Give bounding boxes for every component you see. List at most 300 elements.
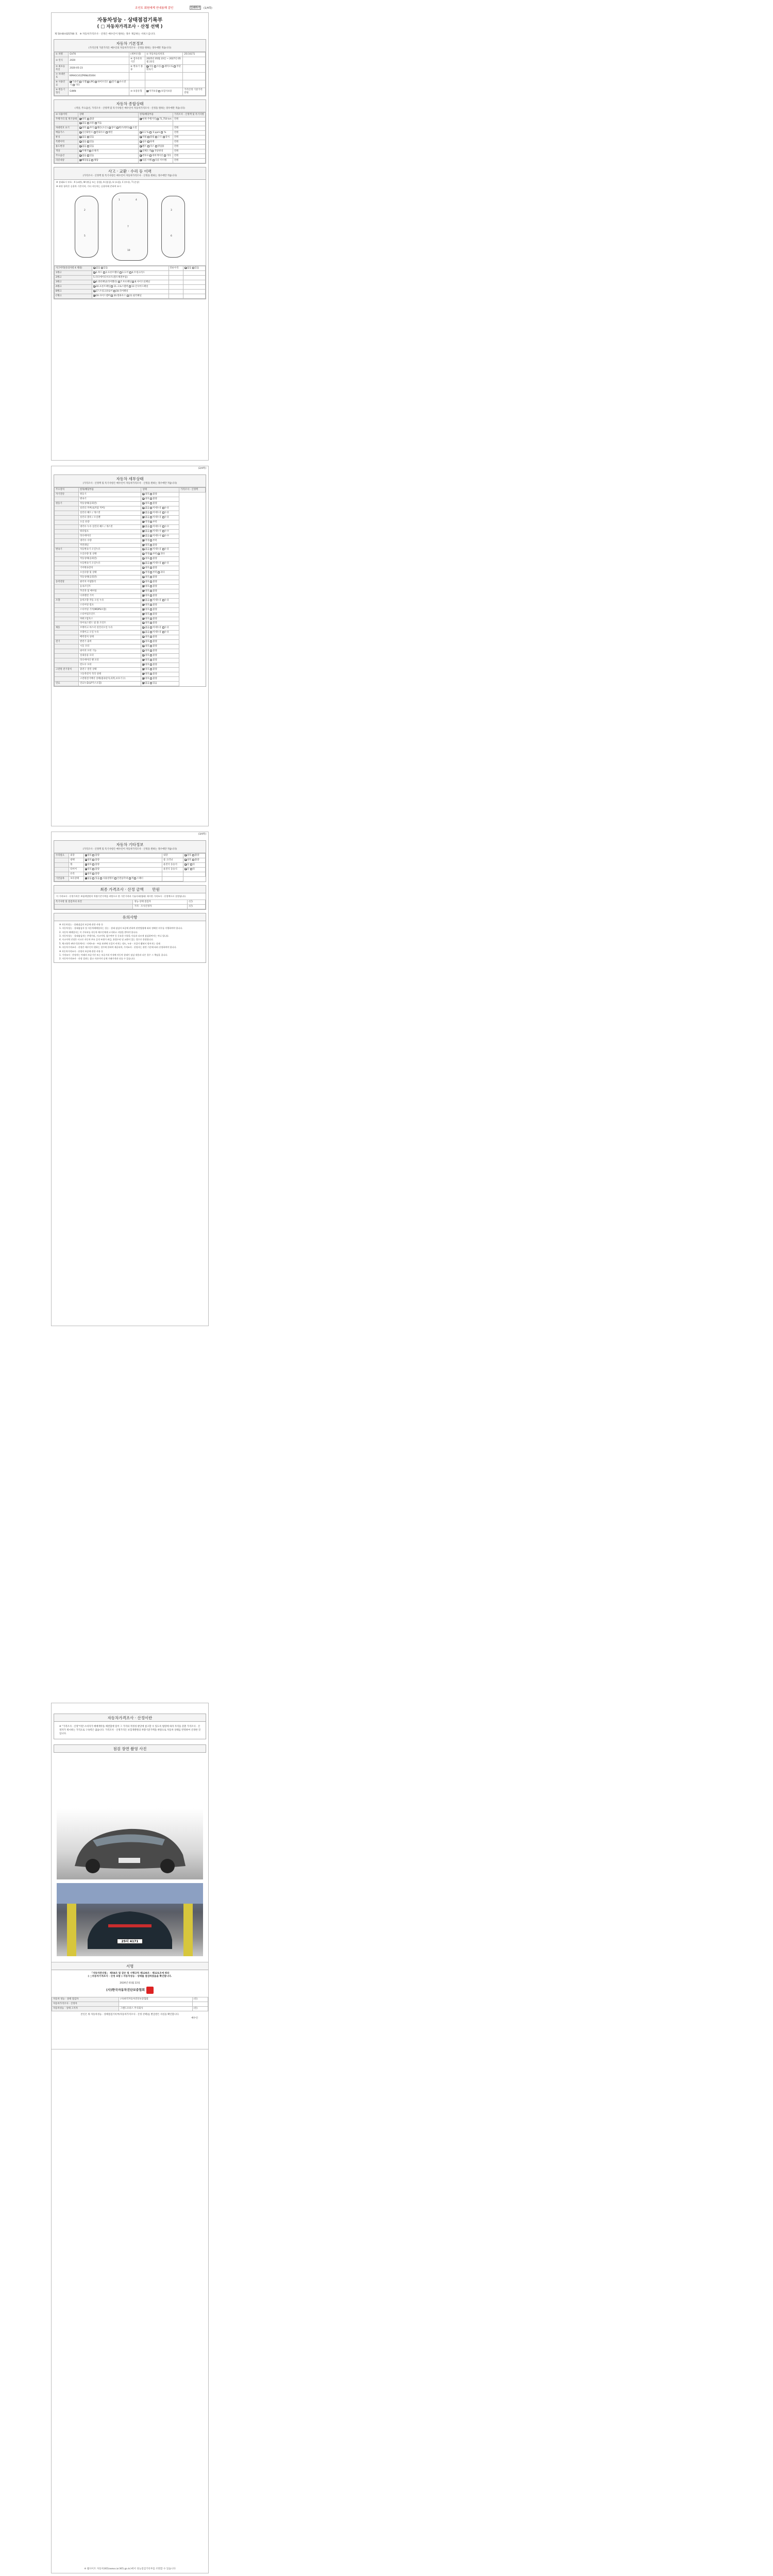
- table-row: [55, 126, 206, 131]
- table-cell: B랭크: [55, 290, 92, 294]
- table-row: [52, 2002, 208, 2006]
- page-3: [51, 832, 209, 1326]
- table-row: [55, 617, 206, 621]
- checkbox-icon: [162, 548, 164, 550]
- checkbox-icon: [150, 604, 152, 606]
- checkbox-icon: [87, 141, 89, 143]
- table-cell: 연료누출(LP가스포함): [79, 681, 141, 686]
- table-cell: [183, 276, 205, 280]
- table-cell: [169, 271, 183, 276]
- price-explain-section: [54, 1714, 206, 1739]
- table-cell: 양호 불량: [141, 654, 179, 658]
- checkbox-icon: [87, 122, 89, 124]
- table-cell: 만원: [173, 126, 205, 131]
- table-cell: ⑦ 차대번호: [55, 72, 69, 80]
- table-cell: 자동차가격조사 · 산정자: [52, 2002, 119, 2006]
- checkbox-icon: [149, 155, 152, 157]
- car-outline-right: [161, 196, 185, 258]
- checkbox-icon: [150, 521, 152, 523]
- checkbox-icon: [150, 650, 152, 652]
- table-row: [55, 515, 206, 520]
- table-cell: 양호 불량: [83, 872, 162, 877]
- table-cell: 만원: [173, 145, 205, 149]
- table-row: [55, 88, 206, 95]
- checkbox-icon: [116, 127, 119, 129]
- table-cell: 만원: [173, 158, 205, 163]
- table-cell: 동력전달: [55, 580, 79, 585]
- table-cell: ① 차명: [55, 53, 69, 57]
- caution-section: [54, 913, 206, 963]
- final-price-title: 최종 가격조사 · 산정 금액: [100, 887, 144, 892]
- checkbox-icon: [140, 159, 142, 161]
- checkbox-icon: [142, 498, 144, 500]
- table-cell: 와이퍼 모터 기능: [79, 649, 141, 654]
- seal-stamp-icon: [146, 1987, 154, 1994]
- receipt-confirm: 본인은 위 자동차성능 · 상태점검기록부(자동차가격조사 · 산정 선택)를 발급받은 사실을 확인합니다.: [80, 2013, 179, 2016]
- checkbox-icon: [150, 539, 152, 541]
- license-plate: 25더 4171: [117, 1939, 143, 1944]
- checkbox-icon: [150, 581, 152, 583]
- table-cell: 스티어링 펌프: [79, 603, 141, 607]
- table-cell: 앞 뒤: [183, 868, 206, 872]
- table-cell: 적법 불법 구조 장치: [139, 135, 173, 140]
- table-cell: 작동상태(공회전): [79, 557, 141, 562]
- checkbox-icon: [87, 155, 89, 157]
- table-cell: 없음 있음: [78, 145, 139, 149]
- checkbox-icon: [142, 682, 144, 684]
- table-row: [55, 626, 206, 631]
- table-cell: [139, 122, 173, 126]
- table-cell: 자기진단: [55, 493, 79, 497]
- checkbox-icon: [92, 854, 94, 856]
- table-row: [55, 672, 206, 676]
- checkbox-icon: [79, 131, 81, 133]
- table-row: [55, 872, 206, 877]
- table-cell: [162, 876, 183, 881]
- column-header: 상태: [78, 112, 139, 117]
- checkbox-icon: [150, 599, 152, 601]
- document-note: ※ 자동차가격조사 · 산정은 매수인이 원하는 경우 제공하는 서비스입니다.: [79, 32, 156, 36]
- table-cell: 외장: [69, 854, 83, 858]
- table-cell: 3랭크: [55, 280, 92, 285]
- checkbox-icon: [142, 608, 144, 611]
- checkbox-icon: [140, 131, 142, 133]
- table-cell: 일산화탄소 탄화수소 매연: [78, 131, 139, 135]
- table-cell: 자동차성능 · 상태 고지자: [52, 2006, 119, 2011]
- table-cell: 시동 모터: [79, 645, 141, 649]
- table-cell: 가솔린 디젤 LPG 하이브리드 전기 수소전기 기타: [69, 80, 129, 88]
- table-cell: 2020-05-23: [69, 65, 129, 73]
- table-cell: [169, 285, 183, 290]
- table-cell: 등속조인트: [79, 584, 141, 589]
- checkbox-icon: [85, 868, 87, 870]
- table-cell: ⑧ 사용연료: [55, 80, 69, 88]
- table-cell: 구동축전지 격리 상태: [79, 672, 141, 676]
- table-cell: 양호 불량: [83, 863, 162, 868]
- overall-status-section: [54, 99, 206, 164]
- table-cell: [119, 2002, 192, 2006]
- sign-org: (사)한국자동차진단보증협회: [52, 1985, 208, 1994]
- table-row: [55, 876, 206, 881]
- table-cell: ③ 연식: [55, 57, 69, 65]
- checkbox-icon: [79, 122, 81, 124]
- table-row: [55, 57, 206, 65]
- checkbox-icon: [150, 677, 152, 680]
- table-cell: 디퍼렌셜 기어: [79, 594, 141, 598]
- checkbox-icon: [117, 81, 119, 83]
- footer-note: ※ 웹사이트 자동차365(www.car365.go.kr)에서 성능점검기록부를 조회할 수 있습니다: [84, 2568, 176, 2570]
- table-cell: 없음 있음: [92, 266, 169, 271]
- checkbox-icon: [192, 854, 194, 856]
- table-row: [55, 868, 206, 872]
- checkbox-icon: [150, 502, 152, 504]
- checkbox-icon: [152, 150, 154, 152]
- table-cell: 만원: [173, 154, 205, 159]
- checkbox-icon: [162, 599, 164, 601]
- table-cell: GV70: [69, 53, 129, 57]
- checkbox-icon: [162, 535, 164, 537]
- checkbox-icon: [87, 145, 89, 147]
- checkbox-icon: [153, 159, 155, 161]
- table-cell: 없음 있음: [183, 266, 205, 271]
- table-cell: 기본품목: [55, 876, 69, 881]
- checkbox-icon: [79, 127, 81, 129]
- checkbox-icon: [142, 512, 144, 514]
- checkbox-icon: [100, 877, 102, 879]
- table-cell: 양호 불량: [83, 868, 162, 872]
- table-cell: 자동 수동 세미오토 무단변속기: [145, 65, 183, 73]
- table-cell: [145, 72, 183, 80]
- checkbox-icon: [92, 863, 94, 866]
- checkbox-icon: [142, 502, 144, 504]
- column-header: 주요장치: [55, 488, 79, 493]
- table-cell: 6.쿼터패널(리어휀더) 7.루프패널 8.사이드실패널: [92, 280, 169, 285]
- table-cell: [129, 72, 145, 80]
- checkbox-icon: [142, 557, 144, 560]
- checkbox-icon: [140, 145, 142, 147]
- checkbox-icon: [184, 863, 187, 866]
- table-row: [55, 612, 206, 617]
- checkbox-icon: [163, 136, 165, 138]
- basic-info-table: [54, 52, 206, 95]
- table-cell: 운전석 동승석: [162, 868, 183, 872]
- checkbox-icon: [158, 90, 160, 92]
- table-cell: 배출가스: [55, 131, 78, 135]
- table-cell: [55, 654, 79, 658]
- table-row: [55, 900, 206, 904]
- checkbox-icon: [162, 512, 164, 514]
- column-header: 상태: [141, 488, 179, 493]
- checkbox-icon: [142, 604, 144, 606]
- checkbox-icon: [150, 557, 152, 560]
- checkbox-icon: [85, 859, 87, 861]
- checkbox-icon: [150, 682, 152, 684]
- checkbox-icon: [142, 599, 144, 601]
- detail-status-table: [54, 487, 206, 686]
- checkbox-icon: [184, 859, 187, 861]
- checkbox-icon: [142, 613, 144, 615]
- checkbox-icon: [140, 136, 142, 138]
- table-cell: 19.사이드멤버 20.휠하우스 21.필러패널: [92, 294, 169, 298]
- checkbox-icon: [142, 645, 144, 647]
- detail-status-section: [54, 474, 206, 686]
- table-cell: 오일 유량: [79, 520, 141, 524]
- table-cell: [183, 294, 205, 298]
- table-cell: [55, 511, 79, 515]
- table-cell: 클러치 어셈블리: [79, 580, 141, 585]
- table-row: [55, 266, 206, 271]
- table-row: [55, 904, 206, 909]
- checkbox-icon: [95, 127, 97, 129]
- checkbox-icon: [140, 155, 142, 157]
- column-header: 가격조사 · 산정액: [179, 488, 206, 493]
- checkbox-icon: [142, 526, 144, 528]
- inspection-photo-rear: [57, 1883, 203, 1956]
- column-header: 항목/해당부품: [139, 112, 173, 117]
- table-row: [55, 506, 206, 511]
- table-cell: [55, 672, 79, 676]
- checkbox-icon: [142, 636, 144, 638]
- checkbox-icon: [146, 90, 148, 92]
- table-cell: [192, 2002, 208, 2006]
- table-cell: 주행거리 및 계기상태: [55, 117, 78, 122]
- table-cell: 실린더 커버(로커암 커버): [79, 506, 141, 511]
- table-cell: 썬루프 네비게이션 기타: [139, 154, 173, 159]
- section-subtitle: (가격조사 · 산정액 및 특기사항은 매수인이 자동차가격조사 · 산정을 원하는 경우에만 적습니다): [54, 175, 206, 180]
- table-row: [55, 562, 206, 566]
- checkbox-icon: [184, 267, 187, 269]
- table-cell: [145, 80, 183, 88]
- receiver-label: 매수인: [191, 2017, 198, 2020]
- checkbox-icon: [150, 535, 152, 537]
- checkbox-icon: [142, 530, 144, 532]
- table-row: [55, 681, 206, 686]
- table-cell: 변속기: [79, 497, 141, 502]
- document-number: 제 50-00-025700 호: [55, 32, 78, 36]
- table-cell: 브레이크 오일 누유: [79, 631, 141, 635]
- table-cell: 없음 미세누유 누유: [141, 598, 179, 603]
- table-cell: [55, 863, 69, 868]
- table-cell: 양호 불량: [141, 612, 179, 617]
- table-row: [52, 1997, 208, 2002]
- table-row: [55, 149, 206, 154]
- table-cell: 만원: [173, 117, 205, 122]
- table-cell: 없음 있음: [141, 681, 179, 686]
- checkbox-icon: [140, 150, 142, 152]
- table-cell: A랭크: [55, 285, 92, 290]
- table-cell: 배력장치 상태: [79, 635, 141, 640]
- table-cell: 렌트 리스 영업용: [139, 145, 173, 149]
- caution-list: [59, 923, 200, 961]
- section-subtitle: (가격산정 가준가격은 매수인의 자동차가격조사 · 산정을 원하는 경우에만 적습니다): [54, 47, 206, 52]
- table-cell: 0.1 % 0 ppm %: [139, 131, 173, 135]
- table-cell: 가격 · 조사산정자: [133, 904, 188, 909]
- table-cell: [183, 57, 206, 65]
- table-cell: 2랭크: [55, 276, 92, 280]
- table-cell: 양호 불량: [141, 575, 179, 580]
- table-cell: G4KN: [69, 88, 129, 95]
- checkbox-icon: [142, 631, 144, 633]
- table-cell: [162, 872, 183, 877]
- checkbox-icon: [150, 507, 152, 509]
- document-title: 자동차성능 · 상태점검기록부: [97, 18, 163, 23]
- table-cell: 실내송풍 모터: [79, 654, 141, 658]
- table-cell: 침수 화재: [139, 140, 173, 145]
- checkbox-icon: [154, 65, 156, 67]
- section-subtitle: (가격조사 · 산정액 및 특기사항은 매수인이 자동차가격조사 · 산정을 원하는 경우에만 적습니다): [54, 848, 206, 853]
- checkbox-icon: [142, 567, 144, 569]
- table-cell: 없음 미세누유 누유: [141, 562, 179, 566]
- table-cell: [55, 562, 79, 566]
- checkbox-icon: [79, 136, 81, 138]
- table-cell: 양호 불량: [141, 497, 179, 502]
- checkbox-icon: [142, 626, 144, 629]
- checkbox-icon: [150, 562, 152, 564]
- print-button[interactable]: 인쇄하기: [190, 6, 200, 9]
- table-row: [55, 140, 206, 145]
- checkbox-icon: [150, 526, 152, 528]
- table-cell: [55, 515, 79, 520]
- table-row: [55, 631, 206, 635]
- page-indicator: (1/4쪽): [204, 7, 212, 10]
- table-cell: 특기사항 및 점검자의 의견: [55, 900, 133, 904]
- checkbox-icon: [142, 585, 144, 587]
- checkbox-icon: [162, 530, 164, 532]
- checkbox-icon: [150, 654, 152, 656]
- table-cell: 양호 불량: [141, 635, 179, 640]
- opinion-table: [54, 900, 206, 909]
- checkbox-icon: [142, 516, 144, 518]
- table-cell: 양호 불량: [183, 854, 206, 858]
- table-cell: [55, 520, 79, 524]
- table-cell: 파워고압호스: [79, 617, 141, 621]
- table-cell: 보유상태: [69, 876, 83, 881]
- table-cell: 양호 불량: [141, 649, 179, 654]
- checkbox-icon: [120, 272, 122, 274]
- table-cell: ② 자동차등록번호: [145, 53, 183, 57]
- checkbox-icon: [142, 562, 144, 564]
- table-cell: 냉각수 수량: [79, 538, 141, 543]
- table-cell: 없음 미세누수 누수: [141, 524, 179, 529]
- table-cell: ⑨ 원동기형식: [55, 88, 69, 95]
- column-header: ⑩ 사용이력: [55, 112, 78, 117]
- table-cell: 조향: [55, 598, 79, 603]
- checkbox-icon: [85, 877, 87, 879]
- caution-item: ※ 자동차성능 · 상태점검의 보증에 관한 사항 등: [59, 923, 104, 926]
- checkbox-icon: [79, 145, 81, 147]
- table-row: [55, 502, 206, 506]
- checkbox-icon: [109, 127, 111, 129]
- table-cell: [55, 904, 133, 909]
- checkbox-icon: [142, 548, 144, 550]
- checkbox-icon: [150, 668, 152, 670]
- table-cell: 양호 불량: [141, 566, 179, 571]
- table-cell: [55, 529, 79, 534]
- checkbox-icon: [150, 567, 152, 569]
- car-front-photo-icon: [57, 1808, 203, 1879]
- table-cell: 17.트렁크플로어 18.리어패널: [92, 290, 169, 294]
- table-cell: ⑤ 최초등록일: [55, 65, 69, 73]
- table-cell: 차대번호 표기: [55, 126, 78, 131]
- table-row: [55, 621, 206, 626]
- table-cell: 광택: [69, 858, 83, 863]
- checkbox-icon: [150, 571, 152, 573]
- checkbox-icon: [150, 595, 152, 597]
- table-cell: [169, 290, 183, 294]
- table-cell: 양호 불량: [141, 640, 179, 645]
- table-cell: 없음 미세누유 누유: [141, 515, 179, 520]
- checkbox-icon: [134, 877, 136, 879]
- table-cell: 커먼레일: [79, 543, 141, 548]
- checkbox-icon: [140, 141, 142, 143]
- table-row: [55, 676, 206, 681]
- table-cell: [55, 612, 79, 617]
- table-row: [55, 548, 206, 552]
- checkbox-icon: [184, 868, 187, 870]
- checkbox-icon: [150, 493, 152, 495]
- table-row: [55, 524, 206, 529]
- sign-block: [51, 1962, 209, 2049]
- checkbox-icon: [95, 81, 97, 83]
- checkbox-icon: [142, 664, 144, 666]
- checkbox-icon: [150, 516, 152, 518]
- table-cell: KMHGC41ZP6NL05004: [69, 72, 129, 80]
- checkbox-icon: [93, 290, 95, 292]
- column-header: 가격조사 · 산정액 및 특기사항: [173, 112, 205, 117]
- table-cell: 양호 불량: [141, 580, 179, 585]
- table-row: [55, 80, 206, 88]
- table-row: [55, 584, 206, 589]
- caution-item: 2. 자동차가격조사 · 산정 결과는 참고 자료이며 실제 거래가격과 다를 수 있습니다.: [59, 957, 136, 960]
- table-cell: 1랭크: [55, 271, 92, 276]
- table-cell: 자동차 성능 · 상태 점검자: [52, 1997, 119, 2002]
- checkbox-icon: [150, 636, 152, 638]
- table-cell: 주요옵션: [55, 154, 78, 159]
- table-row: [55, 290, 206, 294]
- page-1: [51, 12, 209, 461]
- checkbox-icon: [142, 553, 144, 555]
- checkbox-icon: [85, 873, 87, 875]
- checkbox-icon: [85, 863, 87, 866]
- table-cell: [183, 65, 206, 73]
- table-cell: 없음 미세누유 누유: [141, 511, 179, 515]
- table-cell: 원동기: [79, 493, 141, 497]
- table-row: [55, 271, 206, 276]
- checkbox-icon: [93, 281, 95, 283]
- checkbox-icon: [85, 854, 87, 856]
- caution-item: 4. 사고이력 인정은 사고로 자동차 주요 골격 부위가 판금, 용접수리 및 교환이 있는 경우로 한정합니다.: [59, 938, 154, 941]
- table-cell: [183, 80, 206, 88]
- table-cell: [55, 524, 79, 529]
- checkbox-icon: [142, 640, 144, 642]
- checkbox-icon: [93, 295, 95, 297]
- table-row: [55, 493, 206, 497]
- table-cell: 만원: [173, 131, 205, 135]
- table-cell: 라디에이터: [79, 534, 141, 538]
- table-cell: (세부모델): [129, 53, 145, 57]
- table-cell: 원동기: [55, 502, 79, 506]
- table-cell: [55, 676, 79, 681]
- table-cell: 양호 부식 훼손(오손) 상이 변조(변타) 도말: [78, 126, 139, 131]
- checkbox-icon: [150, 640, 152, 642]
- table-row: [55, 603, 206, 607]
- table-cell: 연료: [55, 681, 79, 686]
- section-title: 자동차 세부상태: [54, 475, 206, 482]
- checkbox-icon: [79, 159, 81, 161]
- sign-text-2: ( □자동차가격조사 · 산정 포함 ) 자동차성능 · 상태를 점검하였음을 확인합니다.: [88, 1975, 172, 1978]
- top-bar: [0, 0, 258, 12]
- checkbox-icon: [92, 868, 94, 870]
